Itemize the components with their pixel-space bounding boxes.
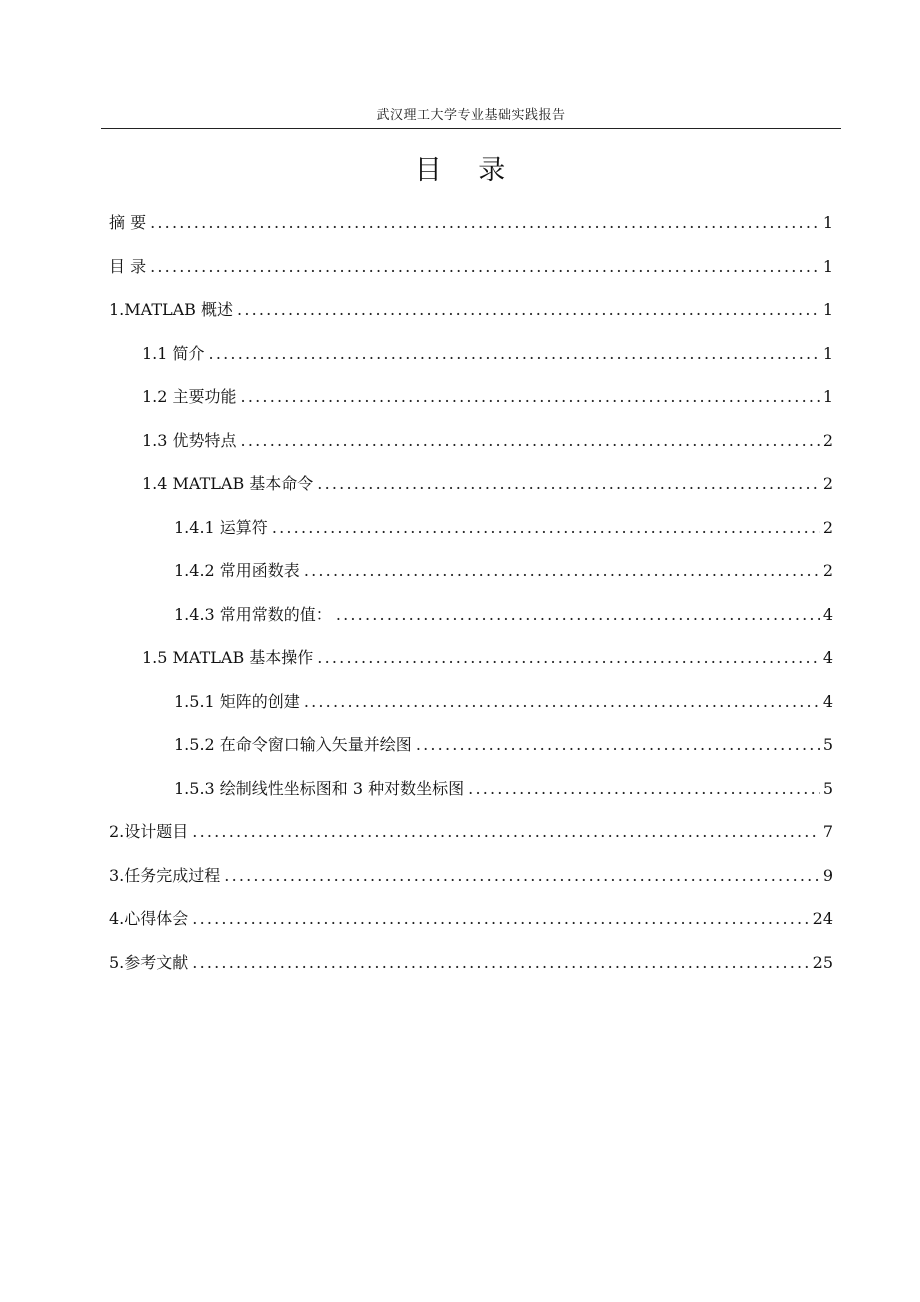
dot-leader [468,774,820,804]
toc-entry-label: 5.参考文献 [109,952,189,972]
dot-leader [272,513,820,543]
toc-entry[interactable] [109,556,833,600]
toc-entry-page: 2 [822,561,833,580]
toc-entry[interactable] [109,817,833,861]
toc-entry[interactable] [109,774,833,818]
header-divider [101,128,841,129]
toc-entry-page: 4 [822,691,833,711]
toc-entry-label: 摘 要 [109,213,147,232]
toc-entry-page: 4 [822,648,833,667]
running-header: 武汉理工大学专业基础实践报告 [376,108,566,123]
toc-entry[interactable] [109,208,833,252]
toc-entry[interactable] [109,904,833,948]
toc-entry-label: 1.5.2 在命令窗口输入矢量并绘图 [174,735,412,754]
toc-entry[interactable] [109,382,833,426]
toc-entry-label: 1.4 MATLAB 基本命令 [142,474,314,493]
toc-title: 目 录 [414,155,520,186]
dot-leader [209,339,820,369]
dot-leader [317,469,820,499]
toc-entry-label: 1.4.2 常用函数表 [174,561,300,580]
toc-entry-page: 1 [822,256,833,276]
dot-leader [192,817,820,847]
dot-leader [241,382,820,412]
toc-entry-label: 1.4.3 常用常数的值： [174,604,332,624]
toc-entry-page: 5 [822,778,833,798]
dot-leader [304,687,820,717]
toc-entry[interactable] [109,426,833,470]
dot-leader [336,600,820,630]
toc-entry-label: 1.1 简介 [142,343,205,363]
toc-entry-label: 1.4.1 运算符 [174,517,268,537]
toc-entry-page: 2 [822,517,833,537]
toc-entry-page: 4 [822,604,833,624]
dot-leader [416,730,820,760]
toc-entry[interactable] [109,948,833,992]
toc-entry-page: 9 [822,865,833,885]
toc-entry-page: 2 [822,474,833,493]
toc-entry-page: 1 [822,343,833,363]
toc-entry-label: 3.任务完成过程 [109,865,221,885]
toc-entry-label: 1.3 优势特点 [142,430,237,450]
toc-entry-page: 2 [822,430,833,450]
dot-leader [192,904,809,934]
toc-entry[interactable] [109,643,833,687]
toc-entry-label: 1.5.1 矩阵的创建 [174,691,300,711]
toc-entry-page: 1 [822,300,833,319]
toc-entry-label: 1.5.3 绘制线性坐标图和 3 种对数坐标图 [174,778,465,798]
toc-entry-page: 1 [822,213,833,232]
toc-entry[interactable] [109,687,833,731]
dot-leader [150,252,820,282]
toc-entry-label: 目 录 [109,256,147,276]
dot-leader [304,556,820,586]
dot-leader [224,861,820,891]
toc-entry-page: 5 [822,735,833,754]
dot-leader [317,643,820,673]
toc-entry[interactable] [109,600,833,644]
toc-entry-label: 1.MATLAB 概述 [109,300,234,319]
dot-leader [237,295,820,325]
toc-entry-page: 1 [822,387,833,406]
toc-entry-label: 4.心得体会 [109,909,189,928]
toc-entry[interactable] [109,861,833,905]
toc-entry[interactable] [109,339,833,383]
toc-entry[interactable] [109,295,833,339]
dot-leader [150,208,820,238]
dot-leader [192,948,809,978]
toc-entry-page: 7 [822,822,833,841]
toc-entry-label: 2.设计题目 [109,822,189,841]
table-of-contents [109,208,833,991]
toc-entry[interactable] [109,469,833,513]
toc-entry[interactable] [109,730,833,774]
dot-leader [241,426,820,456]
toc-entry[interactable] [109,252,833,296]
toc-entry[interactable] [109,513,833,557]
toc-entry-page: 24 [812,909,833,928]
toc-entry-page: 25 [812,952,833,972]
toc-entry-label: 1.5 MATLAB 基本操作 [142,648,314,667]
toc-entry-label: 1.2 主要功能 [142,387,237,406]
